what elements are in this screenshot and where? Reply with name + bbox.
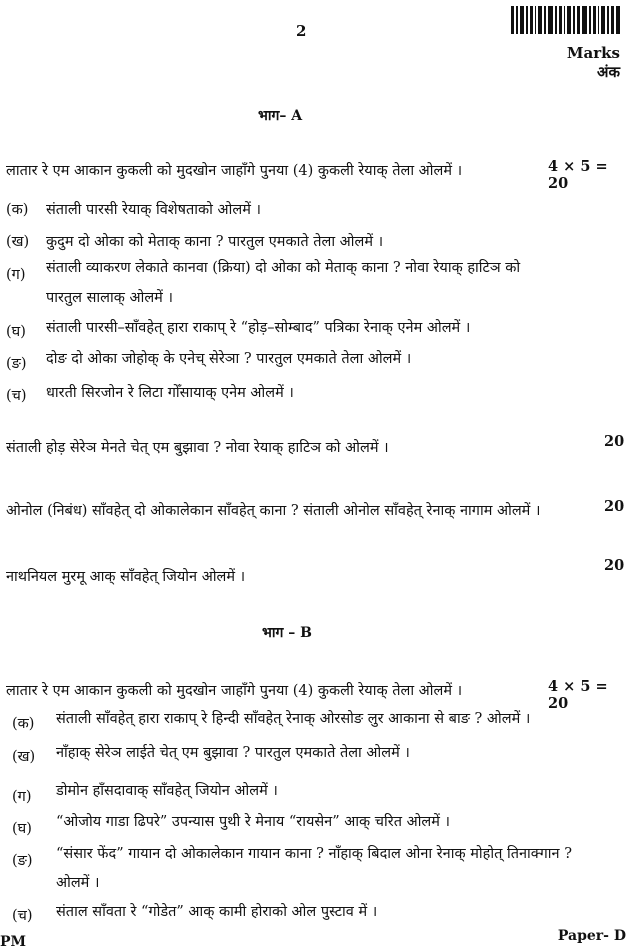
q5-option-text: “ओजोय गाडा ढिपरे” उपन्यास पुथी रे मेनाय “रायसेन” आक् चरित ओलमें । [56,814,451,830]
q4-text: नाथनियल मुरमू आक् साँवहेत् जियोन ओलमें । [6,569,246,585]
q5-option-label: (क) [12,716,35,732]
q1-option-text: धारती सिरजोन रे लिटा गोँसायाक् एनेम ओलमें । [46,385,294,401]
q1-option-text: दोङ दो ओका जोहोक् के एनेच् सेरेञा ? पारतुल एमकाते तेला ओलमें । [46,351,412,367]
q1-option-text: संताली पारसी रेयाक् विशेषताको ओलमें । [46,202,261,218]
q2-marks: 20 [604,433,625,450]
footer-left: PM [0,934,27,950]
q5-marks: 4 × 5 = 20 [548,678,608,712]
barcode [511,6,620,34]
q5-option-label: (ङ) [12,853,33,869]
q5-option-text: डोमोन हाँसदावाक् साँवहेत् जियोन ओलमें । [56,783,278,799]
q1-option-label: (क) [6,202,29,218]
q1-option-label: (ग) [6,267,26,283]
q3-text: ओनोल (निबंध) साँवहेत् दो ओकालेकान साँवहेत् काना ? संताली ओनोल साँवहेत् रेनाक् नागाम ओलमें । [6,503,541,519]
q1-option-text: कुदुम दो ओका को मेताक् काना ? पारतुल एमकाते तेला ओलमें । [46,234,384,250]
marks-label-en: Marks [566,44,620,62]
q1-option-text: संताली पारसी–साँवहेत् हारा राकाप् रे “होड़–सोम्बाद” पत्रिका रेनाक् एनेम ओलमें । [46,320,471,336]
q1-option-label: (घ) [6,324,26,340]
marks-label-hi: अंक [597,63,620,81]
q5-text: लातार रे एम आकान कुकली को मुदखोन जाहाँगे पुनया (4) कुकली रेयाक् तेला ओलमें । [6,683,463,699]
q5-option-text: नाँहाक् सेरेञ लाईते चेत् एम बुझावा ? पारतुल एमकाते तेला ओलमें । [56,745,410,761]
q5-option-text: संताली साँवहेत् हारा राकाप् रे हिन्दी साँवहेत् रेनाक् ओरसोङ लुर आकाना से बाङ ? ओलमें । [56,711,531,727]
q5-option-text: “संसार फेंद” गायान दो ओकालेकान गायान काना ? नाँहाक् बिदाल ओना रेनाक् मोहोत् तिनाक्गान ? [56,846,572,862]
q1-option-label: (ख) [6,234,30,250]
q1-option-label: (ङ) [6,356,27,372]
q1-text: लातार रे एम आकान कुकली को मुदखोन जाहाँगे पुनया (4) कुकली रेयाक् तेला ओलमें । [6,163,463,179]
section-b-title: भाग – B [262,625,312,641]
marks-heading [567,44,620,82]
q3-marks: 20 [604,498,625,515]
page-number: 2 [296,22,307,40]
q1-option-label: (च) [6,388,27,404]
q1-marks: 4 × 5 = 20 [548,158,608,192]
q5-option-text: संताल साँवता रे “गोडेत” आक् कामी होराको ओल पुस्टाव में । [56,904,378,920]
q5-option-text-cont: ओलमें । [56,875,100,891]
q5-option-label: (ग) [12,789,32,805]
q1-option-text-cont: पारतुल सालाक् ओलमें । [46,290,173,306]
q5-option-label: (घ) [12,821,32,837]
q5-option-label: (ख) [12,749,36,765]
q5-option-label: (च) [12,908,33,924]
section-a-title: भाग– A [258,108,303,124]
q2-text: संताली होड़ सेरेञ मेनते चेत् एम बुझावा ? नोवा रेयाक् हाटिञ को ओलमें । [6,440,389,456]
q1-option-text: संताली व्याकरण लेकाते कानवा (क्रिया) दो ओका को मेताक् काना ? नोवा रेयाक् हाटिञ को [46,260,521,276]
paper-code: Paper- D [557,928,626,944]
q4-marks: 20 [604,557,625,574]
